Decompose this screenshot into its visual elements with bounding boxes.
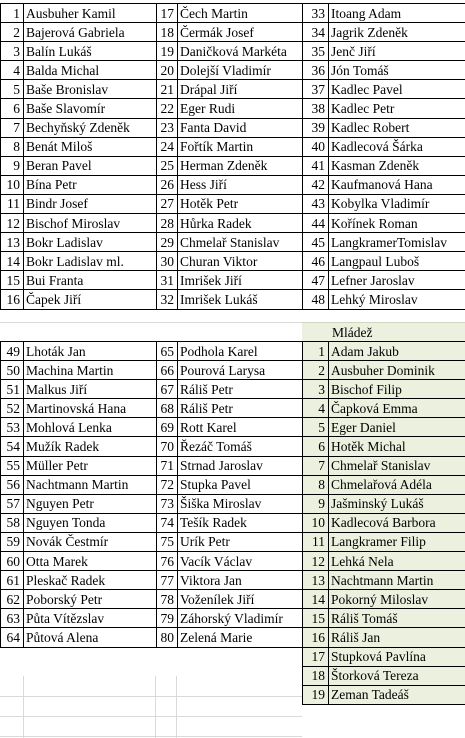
members-table-bottom — [0, 341, 303, 648]
youth-name: Bischof Filip — [329, 380, 465, 399]
member-name: Drápal Jiří — [178, 80, 303, 99]
youth-name: Chmelař Stanislav — [329, 456, 465, 475]
table-row — [1, 42, 465, 61]
member-name: Půta Vítězslav — [24, 609, 157, 628]
table-row — [1, 252, 465, 271]
member-name: Churan Viktor — [178, 252, 303, 271]
member-name: Dolejší Vladimír — [178, 61, 303, 80]
member-number: 40 — [303, 137, 329, 156]
member-number: 50 — [1, 361, 24, 380]
member-number: 62 — [1, 590, 24, 609]
member-number: 34 — [303, 23, 329, 42]
youth-name: Nachtmann Martin — [329, 571, 465, 590]
youth-number: 18 — [303, 666, 329, 685]
youth-row — [303, 475, 465, 494]
table-row — [1, 290, 465, 309]
members-table-top — [0, 3, 465, 310]
member-name: Urík Petr — [178, 532, 303, 551]
table-row — [1, 342, 303, 361]
empty-gridline — [176, 676, 177, 738]
empty-gridline — [0, 716, 302, 717]
member-name: Čermák Josef — [178, 23, 303, 42]
youth-row — [303, 590, 465, 609]
member-name: Eger Rudi — [178, 99, 303, 118]
member-name: Kořínek Roman — [329, 214, 465, 233]
member-name: Podhola Karel — [178, 342, 303, 361]
member-number: 5 — [1, 80, 24, 99]
member-name: Šiška Miroslav — [178, 494, 303, 513]
mladez-header-label: Mládež — [332, 325, 373, 340]
youth-table — [302, 341, 465, 705]
member-name: Itoang Adam — [329, 4, 465, 23]
member-name: Bokr Ladislav — [24, 233, 157, 252]
member-number: 30 — [157, 252, 178, 271]
member-number: 31 — [157, 271, 178, 290]
member-name: Půtová Alena — [24, 628, 157, 647]
member-number: 48 — [303, 290, 329, 309]
member-name: Benát Miloš — [24, 137, 157, 156]
member-name: Ausbuher Kamil — [24, 4, 157, 23]
member-name: Hůrka Radek — [178, 214, 303, 233]
member-name: Hotěk Petr — [178, 194, 303, 213]
table-row — [1, 571, 303, 590]
member-number: 25 — [157, 156, 178, 175]
member-number: 15 — [1, 271, 24, 290]
table-row — [1, 194, 465, 213]
table-row — [1, 532, 303, 551]
member-number: 13 — [1, 233, 24, 252]
member-number: 65 — [157, 342, 178, 361]
member-number: 16 — [1, 290, 24, 309]
member-number: 3 — [1, 42, 24, 61]
youth-row — [303, 380, 465, 399]
youth-name: Ausbuher Dominik — [329, 361, 465, 380]
member-number: 72 — [157, 475, 178, 494]
member-name: Vacík Václav — [178, 552, 303, 571]
member-number: 68 — [157, 399, 178, 418]
member-name: Nachtmann Martin — [24, 475, 157, 494]
member-number: 49 — [1, 342, 24, 361]
member-number: 37 — [303, 80, 329, 99]
youth-number: 9 — [303, 494, 329, 513]
member-name: Ráliš Petr — [178, 399, 303, 418]
member-name: Čech Martin — [178, 4, 303, 23]
member-number: 44 — [303, 214, 329, 233]
member-name: Nguyen Tonda — [24, 513, 157, 532]
member-name: Machina Martin — [24, 361, 157, 380]
member-name: Kadlec Pavel — [329, 80, 465, 99]
member-number: 22 — [157, 99, 178, 118]
member-number: 63 — [1, 609, 24, 628]
table-row — [1, 609, 303, 628]
member-number: 19 — [157, 42, 178, 61]
member-number: 41 — [303, 156, 329, 175]
youth-row — [303, 399, 465, 418]
table-row — [1, 175, 465, 194]
member-number: 76 — [157, 552, 178, 571]
empty-gridline — [23, 676, 24, 738]
member-number: 26 — [157, 175, 178, 194]
member-name: Čapek Jiří — [24, 290, 157, 309]
youth-name: Štorková Tereza — [329, 666, 465, 685]
member-number: 79 — [157, 609, 178, 628]
member-name: Tešík Radek — [178, 513, 303, 532]
youth-number: 14 — [303, 590, 329, 609]
youth-name: Stupková Pavlína — [329, 647, 465, 666]
member-number: 8 — [1, 137, 24, 156]
member-name: Kadlec Petr — [329, 99, 465, 118]
member-name: Mužík Radek — [24, 437, 157, 456]
member-number: 47 — [303, 271, 329, 290]
youth-number: 19 — [303, 685, 329, 704]
member-name: Martinovská Hana — [24, 399, 157, 418]
member-number: 24 — [157, 137, 178, 156]
table-row — [1, 437, 303, 456]
member-number: 35 — [303, 42, 329, 61]
member-number: 12 — [1, 214, 24, 233]
member-number: 10 — [1, 175, 24, 194]
member-name: Kadlec Robert — [329, 118, 465, 137]
empty-gridline — [0, 736, 302, 737]
member-number: 69 — [157, 418, 178, 437]
youth-row — [303, 628, 465, 647]
member-name: Řezáč Tomáš — [178, 437, 303, 456]
member-name: Fořtík Martin — [178, 137, 303, 156]
member-number: 18 — [157, 23, 178, 42]
member-number: 38 — [303, 99, 329, 118]
member-name: Bína Petr — [24, 175, 157, 194]
member-number: 71 — [157, 456, 178, 475]
member-name: Bischof Miroslav — [24, 214, 157, 233]
member-number: 1 — [1, 4, 24, 23]
member-number: 14 — [1, 252, 24, 271]
member-name: Voženílek Jiří — [178, 590, 303, 609]
member-number: 53 — [1, 418, 24, 437]
member-name: Stupka Pavel — [178, 475, 303, 494]
member-name: Langpaul Luboš — [329, 252, 465, 271]
youth-row — [303, 342, 465, 361]
table-row — [1, 513, 303, 532]
youth-row — [303, 609, 465, 628]
member-number: 56 — [1, 475, 24, 494]
member-name: Bui Franta — [24, 271, 157, 290]
member-number: 58 — [1, 513, 24, 532]
youth-name: Lehká Nela — [329, 552, 465, 571]
youth-name: Eger Daniel — [329, 418, 465, 437]
member-number: 11 — [1, 194, 24, 213]
youth-row — [303, 571, 465, 590]
member-number: 42 — [303, 175, 329, 194]
youth-number: 1 — [303, 342, 329, 361]
table-row — [1, 590, 303, 609]
table-row — [1, 380, 303, 399]
member-name: Bindr Josef — [24, 194, 157, 213]
member-name: Novák Čestmír — [24, 532, 157, 551]
table-row — [1, 137, 465, 156]
member-name: Baše Bronislav — [24, 80, 157, 99]
member-name: Balda Michal — [24, 61, 157, 80]
table-row — [1, 61, 465, 80]
member-name: Jagrik Zdeněk — [329, 23, 465, 42]
member-name: Záhorský Vladimír — [178, 609, 303, 628]
youth-number: 3 — [303, 380, 329, 399]
table-row — [1, 156, 465, 175]
member-number: 28 — [157, 214, 178, 233]
member-number: 29 — [157, 233, 178, 252]
member-number: 45 — [303, 233, 329, 252]
member-number: 64 — [1, 628, 24, 647]
youth-row — [303, 494, 465, 513]
member-number: 73 — [157, 494, 178, 513]
youth-number: 6 — [303, 437, 329, 456]
member-number: 2 — [1, 23, 24, 42]
member-name: Daničková Markéta — [178, 42, 303, 61]
member-name: Poborský Petr — [24, 590, 157, 609]
youth-name: Jašminský Lukáš — [329, 494, 465, 513]
table-row — [1, 628, 303, 647]
member-number: 4 — [1, 61, 24, 80]
member-number: 39 — [303, 118, 329, 137]
youth-name: Čapková Emma — [329, 399, 465, 418]
member-name: Beran Pavel — [24, 156, 157, 175]
table-row — [1, 456, 303, 475]
table-row — [1, 4, 465, 23]
table-row — [1, 475, 303, 494]
member-number: 67 — [157, 380, 178, 399]
youth-row — [303, 513, 465, 532]
youth-number: 15 — [303, 609, 329, 628]
youth-row — [303, 552, 465, 571]
member-name: Pleskač Radek — [24, 571, 157, 590]
member-name: Jón Tomáš — [329, 61, 465, 80]
member-name: Ráliš Petr — [178, 380, 303, 399]
member-number: 70 — [157, 437, 178, 456]
member-number: 54 — [1, 437, 24, 456]
member-name: Mohlová Lenka — [24, 418, 157, 437]
youth-number: 4 — [303, 399, 329, 418]
youth-name: Ráliš Jan — [329, 628, 465, 647]
member-name: Kaufmanová Hana — [329, 175, 465, 194]
member-number: 6 — [1, 99, 24, 118]
youth-row — [303, 532, 465, 551]
table-row — [1, 399, 303, 418]
member-name: LangkramerTomislav — [329, 233, 465, 252]
youth-name: Pokorný Miloslav — [329, 590, 465, 609]
member-number: 43 — [303, 194, 329, 213]
empty-gridline — [155, 676, 156, 738]
table-row — [1, 214, 465, 233]
member-number: 78 — [157, 590, 178, 609]
member-number: 17 — [157, 4, 178, 23]
member-name: Fanta David — [178, 118, 303, 137]
member-number: 7 — [1, 118, 24, 137]
member-name: Baše Slavomír — [24, 99, 157, 118]
member-number: 75 — [157, 532, 178, 551]
youth-name: Ráliš Tomáš — [329, 609, 465, 628]
youth-name: Chmelařová Adéla — [329, 475, 465, 494]
table-row — [1, 418, 303, 437]
table-row — [1, 271, 465, 290]
table-row — [1, 361, 303, 380]
member-name: Nguyen Petr — [24, 494, 157, 513]
member-number: 57 — [1, 494, 24, 513]
youth-row — [303, 456, 465, 475]
member-number: 32 — [157, 290, 178, 309]
member-name: Strnad Jaroslav — [178, 456, 303, 475]
member-name: Müller Petr — [24, 456, 157, 475]
youth-row — [303, 666, 465, 685]
mladez-header — [302, 322, 465, 342]
member-name: Pourová Larysa — [178, 361, 303, 380]
member-number: 59 — [1, 532, 24, 551]
youth-name: Langkramer Filip — [329, 532, 465, 551]
member-number: 60 — [1, 552, 24, 571]
youth-number: 5 — [303, 418, 329, 437]
member-name: Jenč Jiří — [329, 42, 465, 61]
youth-number: 16 — [303, 628, 329, 647]
member-name: Imrišek Lukáš — [178, 290, 303, 309]
member-number: 61 — [1, 571, 24, 590]
member-name: Bokr Ladislav ml. — [24, 252, 157, 271]
member-name: Kadlecová Šárka — [329, 137, 465, 156]
member-name: Lefner Jaroslav — [329, 271, 465, 290]
member-name: Kobylka Vladimír — [329, 194, 465, 213]
youth-name: Hotěk Michal — [329, 437, 465, 456]
empty-gridline — [0, 696, 302, 697]
table-row — [1, 23, 465, 42]
member-name: Rott Karel — [178, 418, 303, 437]
member-name: Otta Marek — [24, 552, 157, 571]
member-name: Balín Lukáš — [24, 42, 157, 61]
table-row — [1, 494, 303, 513]
table-row — [1, 99, 465, 118]
member-name: Hess Jiří — [178, 175, 303, 194]
member-number: 33 — [303, 4, 329, 23]
member-name: Lehký Miroslav — [329, 290, 465, 309]
youth-row — [303, 418, 465, 437]
member-number: 74 — [157, 513, 178, 532]
youth-number: 10 — [303, 513, 329, 532]
member-number: 21 — [157, 80, 178, 99]
table-row — [1, 233, 465, 252]
member-number: 9 — [1, 156, 24, 175]
member-name: Herman Zdeněk — [178, 156, 303, 175]
member-number: 27 — [157, 194, 178, 213]
table-row — [1, 118, 465, 137]
youth-number: 7 — [303, 456, 329, 475]
member-name: Kasman Zdeněk — [329, 156, 465, 175]
member-name: Lhoták Jan — [24, 342, 157, 361]
youth-number: 2 — [303, 361, 329, 380]
empty-gridline — [0, 322, 302, 323]
member-name: Zelená Marie — [178, 628, 303, 647]
member-number: 52 — [1, 399, 24, 418]
youth-number: 13 — [303, 571, 329, 590]
youth-name: Zeman Tadeáš — [329, 685, 465, 704]
member-name: Bajerová Gabriela — [24, 23, 157, 42]
member-name: Malkus Jiří — [24, 380, 157, 399]
member-number: 36 — [303, 61, 329, 80]
youth-row — [303, 685, 465, 704]
youth-number: 8 — [303, 475, 329, 494]
youth-row — [303, 437, 465, 456]
member-number: 80 — [157, 628, 178, 647]
table-row — [1, 552, 303, 571]
member-name: Imrišek Jiří — [178, 271, 303, 290]
member-number: 66 — [157, 361, 178, 380]
youth-number: 17 — [303, 647, 329, 666]
member-name: Viktora Jan — [178, 571, 303, 590]
member-number: 20 — [157, 61, 178, 80]
youth-number: 12 — [303, 552, 329, 571]
member-number: 23 — [157, 118, 178, 137]
table-row — [1, 80, 465, 99]
member-number: 55 — [1, 456, 24, 475]
member-number: 77 — [157, 571, 178, 590]
member-name: Bechyňský Zdeněk — [24, 118, 157, 137]
member-number: 46 — [303, 252, 329, 271]
youth-row — [303, 647, 465, 666]
youth-number: 11 — [303, 532, 329, 551]
member-number: 51 — [1, 380, 24, 399]
member-name: Chmelař Stanislav — [178, 233, 303, 252]
youth-name: Kadlecová Barbora — [329, 513, 465, 532]
youth-row — [303, 361, 465, 380]
youth-name: Adam Jakub — [329, 342, 465, 361]
